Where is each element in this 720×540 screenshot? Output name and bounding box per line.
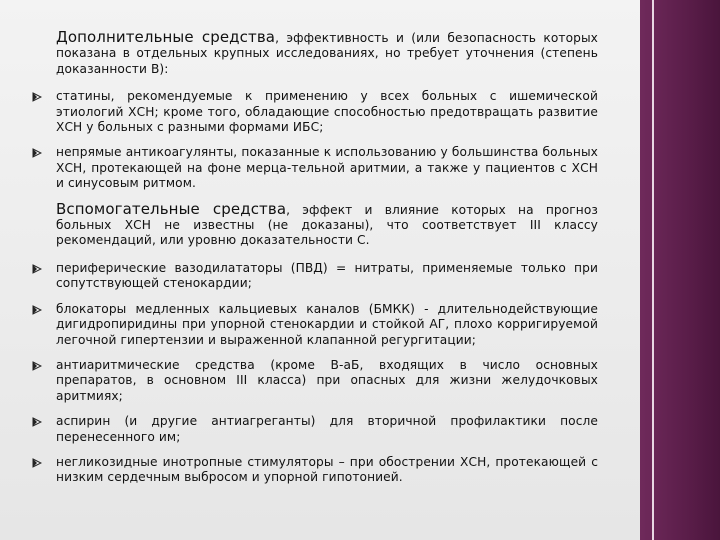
aux-text: , эффект и влияние которых на прогноз больных ХСН не известны (не доказаны), что соответствует III классу рекомендаций, или уровню доказательности С. [56,202,598,248]
list-item-text: блокаторы медленных кальциевых каналов (БМКК) - длительнодействующие дигидропиридины при упорной стенокардии и стойкой АГ, плохо корригируемой легочной гипертензии и выраженной клапанной регургитации; [56,301,598,347]
arrow-bullet-icon [30,89,44,105]
arrow-bullet-icon [30,455,44,471]
list-item-text: периферические вазодилататоры (ПВД) = нитраты, применяемые только при сопутствующей стенокардии; [56,260,598,291]
aux-paragraph [56,199,598,249]
intro-lead: Дополнительные средства [56,28,276,46]
list-item-text: аспирин (и другие антиагреганты) для вторичной профилактики после перенесенного им; [56,414,598,444]
arrow-bullet-icon [30,414,44,430]
slide-content [30,30,598,496]
list-item [30,302,598,348]
list-item-text: антиаритмические средства (кроме В-аБ, входящих в число основных препаратов, в основном III класса) при опасных для жизни желудочковых аритмиях; [56,357,598,403]
list-item [30,145,598,191]
intro-text: , эффективность и (или безопасность которых показана в отдельных крупных исследованиях, но требует уточнения (степень доказанности В): [56,31,598,76]
list-item [30,455,598,486]
list-item [30,414,598,445]
list-item [30,358,598,404]
list-item-text: непрямые антикоагулянты, показанные к использованию у большинства больных ХСН, протекающей на фоне мерца-тельной аритмии, а также у пациентов с ХСН и синусовым ритмом. [56,145,598,191]
decorative-side-line [652,0,654,540]
arrow-bullet-icon [30,358,44,374]
list-item-text: статины, рекомендуемые к применению у всех больных с ишемической этиологий ХСН; кроме того, обладающие способностью предотвращать развитие ХСН у больных с разными формами ИБС; [56,89,598,135]
list-item [30,89,598,135]
aux-lead: Вспомогательные средства [56,199,287,218]
list-item-text: негликозидные инотропные стимуляторы – при обострении ХСН, протекающей с низким сердечным выбросом и упорной гипотонией. [56,454,598,485]
intro-paragraph [56,30,598,77]
arrow-bullet-icon [30,302,44,318]
list-item [30,261,598,292]
arrow-bullet-icon [30,145,44,161]
arrow-bullet-icon [30,261,44,277]
